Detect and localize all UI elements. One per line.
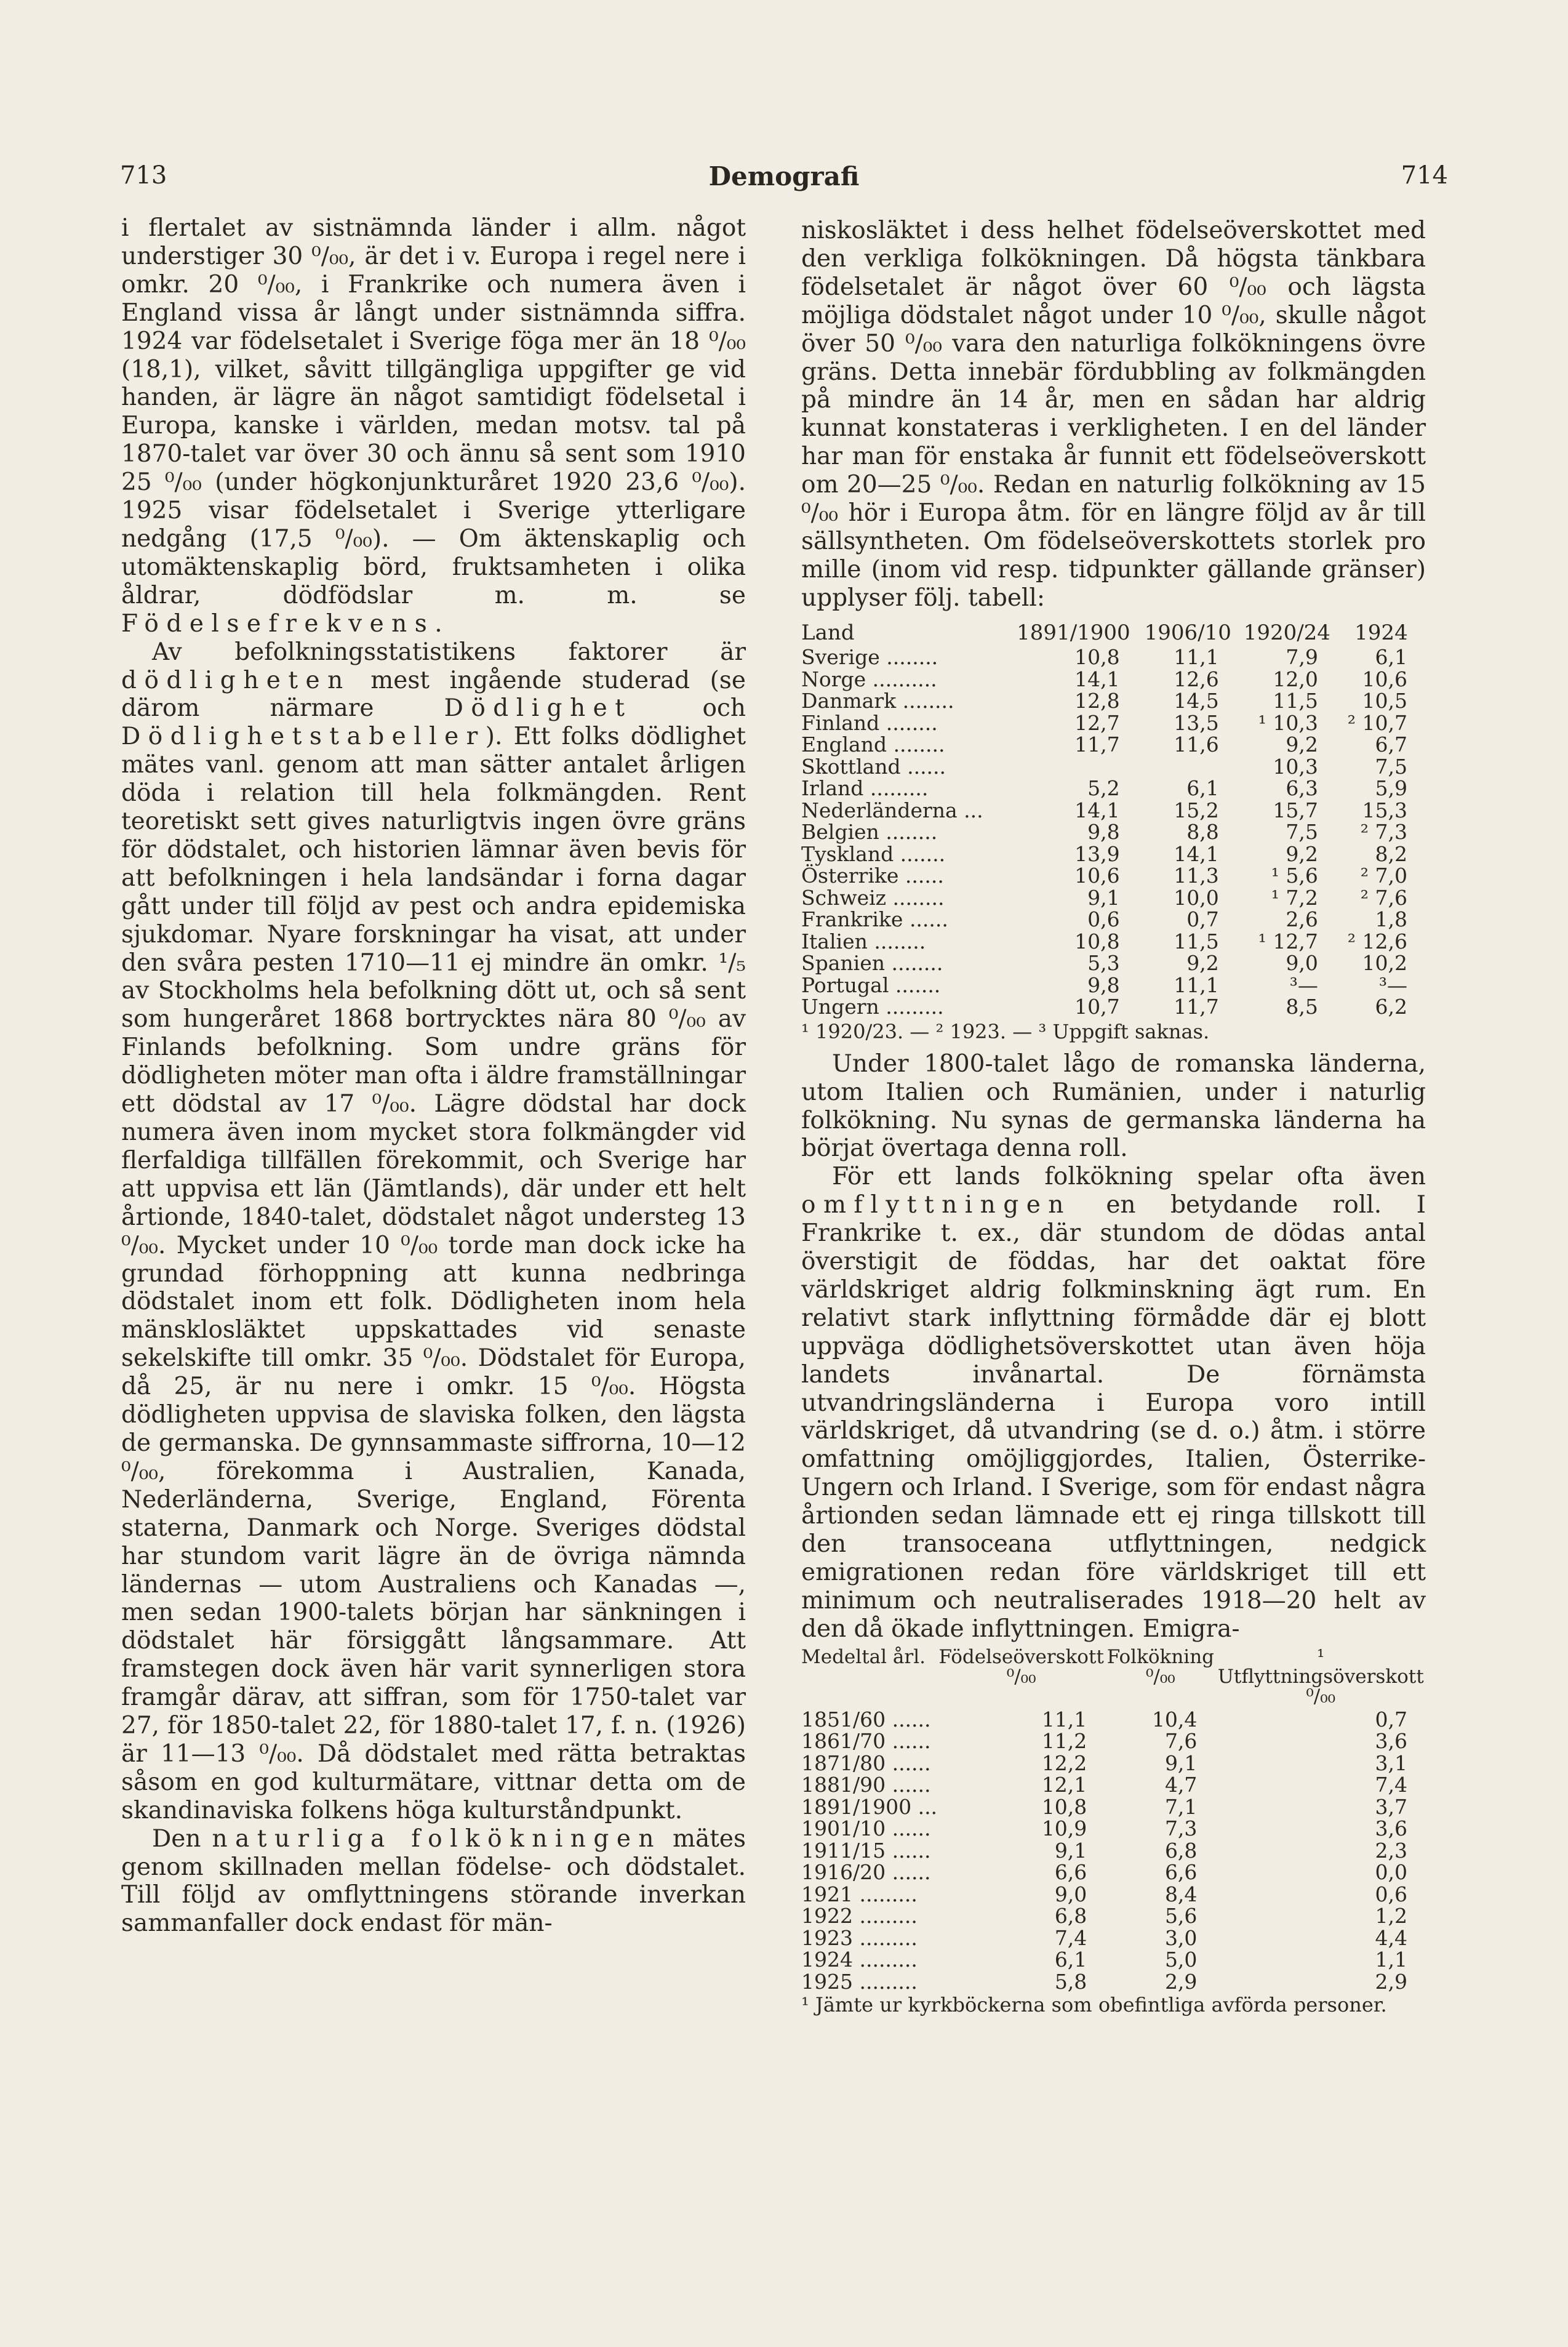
column-header: ¹ Utflyttningsöverskott ⁰/₀₀ [1217, 1645, 1424, 1707]
table-cell: 5,6 [1164, 1904, 1198, 1928]
table-cell: 3,6 [1375, 1729, 1407, 1754]
paragraph [121, 1825, 746, 1938]
table-cell: 4,7 [1164, 1773, 1198, 1797]
table-cell: 3,7 [1375, 1794, 1407, 1819]
table-cell: 8,4 [1164, 1882, 1198, 1906]
table-cell: ³— [1378, 973, 1407, 997]
table-row [801, 1709, 1426, 1731]
table-row [801, 1927, 1426, 1949]
row-label: Norge .......... [801, 667, 937, 691]
table-cell: 14,1 [1074, 798, 1120, 822]
table-cell: 3,0 [1164, 1925, 1198, 1950]
page-title: Demografi [708, 161, 860, 191]
column-header: 1906/10 [1144, 620, 1231, 645]
table-cell: 13,9 [1074, 841, 1120, 866]
paragraph [801, 1163, 1426, 1643]
table-cell: 0,0 [1375, 1860, 1407, 1885]
table-cell: 11,1 [1174, 973, 1219, 997]
table-cell: 9,1 [1164, 1751, 1198, 1775]
row-label: Irland ......... [801, 776, 929, 801]
table-row [801, 1774, 1426, 1796]
table-cell: 2,9 [1164, 1969, 1198, 1994]
table-cell: 9,2 [1286, 732, 1318, 757]
table-cell: 12,0 [1273, 667, 1318, 691]
paragraph-text: Den [152, 1824, 201, 1853]
paragraph-text: i flertalet av sistnämnda länder i allm. något understiger 30 ⁰/₀₀, är det i v. Europa i regel nere i omkr. 20 ⁰/₀₀, i Frankrike och numera även i England vissa år långt under sistnämnda siffra. 1924 var födelsetalet i Sverige föga mer än 18 ⁰/₀₀ (18,1), vilket, såvitt tillgängliga uppgifter ge vid handen, är lägre än något samtidigt födelsetal i Europa, kanske i världen, medan motsv. tal på 1870-talet var över 30 och ännu så sent som 1910 25 ⁰/₀₀ (under högkonjunkturåret 1920 23,6 ⁰/₀₀). 1925 visar födelsetalet i Sverige ytterligare nedgång (17,5 ⁰/₀₀). — Om äktenskaplig och utomäktenskaplig börd, fruktsamheten i olika åldrar, dödfödslar m. m. se [121, 214, 746, 609]
emphasized-term: omflyttningen [801, 1191, 1071, 1219]
table-row [801, 777, 1426, 800]
paragraph [121, 214, 746, 638]
paragraph-text: och [702, 694, 746, 723]
table-cell: 5,0 [1164, 1948, 1198, 1972]
table-cell: 6,2 [1375, 995, 1407, 1019]
table-row [801, 1971, 1426, 1993]
paragraph: Under 1800-talet lågo de romanska länderna, utom Italien och Rumänien, under i naturlig folkökning. Nu synas de germanska länderna ha börjat övertaga denna roll. [801, 1049, 1426, 1163]
table-cell: 6,6 [1054, 1860, 1087, 1885]
table-row [801, 690, 1426, 712]
table-row [801, 668, 1426, 691]
table-cell: 8,2 [1375, 841, 1407, 866]
row-label: Sverige ........ [801, 645, 938, 670]
table-cell: 10,2 [1362, 951, 1407, 976]
table-cell: 9,0 [1054, 1882, 1087, 1906]
table-cell: ¹ 12,7 [1258, 929, 1318, 953]
table-cell [1138, 756, 1238, 778]
row-label: Nederländerna ... [801, 798, 983, 822]
table-cell: 10,9 [1041, 1816, 1087, 1841]
table-cell: 0,6 [1087, 907, 1120, 932]
table-cell: 7,6 [1164, 1729, 1198, 1754]
table-cell: 0,6 [1375, 1882, 1407, 1906]
table-cell: 2,6 [1286, 907, 1318, 932]
table-cell: 6,1 [1186, 776, 1219, 801]
row-label: 1916/20 ...... [801, 1860, 931, 1885]
table-cell: 5,2 [1087, 776, 1120, 801]
table-cell: 12,8 [1074, 689, 1120, 713]
row-label: Danmark ........ [801, 689, 954, 713]
table-cell: 10,8 [1074, 645, 1120, 670]
table-cell: 6,1 [1054, 1948, 1087, 1972]
paragraph-text: ). Ett folks dödlighet mätes vanl. genom att man sätter antalet årligen döda i relation till hela folkmängden. Rent teoretiskt sett gives naturligtvis ingen övre gräns för dödstalet, och historien lämnar även bevis för att befolkningen i hela landsändar i forna dagar gått under till följd av pest och andra epidemiska sjukdomar. Nyare forskningar ha visat, att under den svåra pesten 1710—11 ej mindre än omkr. ¹/₅ av Stockholms hela befolkning dött ut, och så sent som hungeråret 1868 bortrycktes nära 80 ⁰/₀₀ av Finlands befolkning. Som undre gräns för dödligheten möter man ofta i äldre framställningar ett dödstal av 17 ⁰/₀₀. Lägre dödstal har dock numera även inom mycket stora folkmängder vid flerfaldiga tillfällen förekommit, och Sverige har att uppvisa ett län (Jämtlands), där under ett helt årtionde, 1840-talet, dödstalet något understeg 13 ⁰/₀₀. Mycket under 10 ⁰/₀₀ torde man dock icke ha grundad förhoppning att kunna nedbringa dödstalet inom ett folk. Dödligheten inom hela mänsklosläktet uppskattades vid senaste sekelskifte till omkr. 35 ⁰/₀₀. Dödstalet för Europa, då 25, är nu nere i omkr. 15 ⁰/₀₀. Högsta dödligheten uppvisa de slaviska folken, den lägsta de germanska. De gynnsammaste siffrorna, 10—12 ⁰/₀₀, förekomma i Australien, Kanada, Nederländerna, Sverige, England, Förenta staterna, Danmark och Norge. Sveriges dödstal har stundom varit lägre än de övriga nämnda ländernas — utom Australiens och Kanadas —, men sedan 1900-talets början har sänkningen i dödstalet här försiggått långsammare. Att framstegen dock även här varit synnerligen stora framgår därav, att siffran, som för 1750-talet var 27, för 1850-talet 22, för 1880-talet 17, f. n. (1926) är 11—13 ⁰/₀₀. Då dödstalet med rätta betraktas såsom en god kulturmätare, vittnar detta om de skandinaviska folkens höga kulturståndpunkt. [121, 723, 746, 1824]
table-cell: 9,1 [1087, 885, 1120, 910]
cross-reference: Födelsefrekvens. [121, 609, 450, 638]
table-row [801, 996, 1426, 1018]
table-cell: 9,0 [1286, 951, 1318, 976]
table-cell: 15,2 [1174, 798, 1219, 822]
right-page-number: 714 [1401, 161, 1448, 190]
row-label: Finland ........ [801, 710, 938, 735]
row-label: Spanien ........ [801, 951, 943, 976]
table-cell: 12,6 [1174, 667, 1219, 691]
column-header: Födelseöverskott ⁰/₀₀ [938, 1645, 1104, 1688]
table-cell: 11,1 [1041, 1707, 1087, 1731]
table-cell: 3,1 [1375, 1751, 1407, 1775]
table-cell: 6,6 [1164, 1860, 1198, 1885]
row-label: Schweiz ........ [801, 885, 945, 910]
table-row [801, 1884, 1426, 1906]
table-cell: ³— [1289, 973, 1318, 997]
table-cell: 7,5 [1375, 754, 1407, 779]
table-cell: 10,8 [1074, 929, 1120, 953]
row-label: Ungern ......... [801, 995, 944, 1019]
table-row [801, 974, 1426, 997]
table-row [801, 821, 1426, 843]
table-cell: 8,5 [1286, 995, 1318, 1019]
table-cell: 14,1 [1074, 667, 1120, 691]
table-cell: 11,1 [1174, 645, 1219, 670]
table-cell: 14,1 [1174, 841, 1219, 866]
table-cell: 12,2 [1041, 1751, 1087, 1775]
table-row [801, 952, 1426, 974]
table-cell: ² 12,6 [1347, 929, 1407, 953]
emphasized-term: naturliga folkökningen [212, 1824, 662, 1853]
table-cell: 10,6 [1074, 864, 1120, 888]
table-cell: 6,3 [1286, 776, 1318, 801]
table-cell: 5,8 [1054, 1969, 1087, 1994]
column-header: 1891/1900 [1017, 620, 1130, 645]
row-label: Österrike ...... [801, 864, 944, 888]
table-cell: 2,9 [1375, 1969, 1407, 1994]
table-row [801, 1840, 1426, 1862]
table-row [801, 1861, 1426, 1884]
column-header: 1924 [1354, 620, 1408, 645]
column-header: Land [801, 620, 855, 645]
table-cell: 6,8 [1164, 1838, 1198, 1863]
table-row [801, 865, 1426, 887]
table-cell: 6,1 [1375, 645, 1407, 670]
row-label: 1922 ......... [801, 1904, 918, 1928]
table-cell: 6,7 [1375, 732, 1407, 757]
table-cell: 9,1 [1054, 1838, 1087, 1863]
cross-reference: Dödlighetstabeller [121, 723, 486, 751]
table-cell: 12,7 [1074, 710, 1120, 735]
table-cell: 10,8 [1041, 1794, 1087, 1819]
table-cell: 8,8 [1186, 820, 1219, 845]
table-cell: 5,9 [1375, 776, 1407, 801]
table-cell: 15,7 [1273, 798, 1318, 822]
table-row [801, 1752, 1426, 1775]
table-row [801, 1818, 1426, 1840]
table-row [801, 712, 1426, 734]
table-row [801, 931, 1426, 953]
table-row [801, 887, 1426, 909]
table-cell: 7,5 [1286, 820, 1318, 845]
table-cell: 11,3 [1174, 864, 1219, 888]
table-cell: 10,4 [1151, 1707, 1198, 1731]
row-label: 1924 ......... [801, 1948, 918, 1972]
row-label: 1851/60 ...... [801, 1707, 931, 1731]
table-cell: 11,5 [1174, 929, 1219, 953]
column-header: Folkökning ⁰/₀₀ [1106, 1645, 1215, 1688]
table-cell: 9,8 [1087, 973, 1120, 997]
emphasized-term: dödligheten [121, 666, 351, 694]
table-cell: 0,7 [1375, 1707, 1407, 1731]
row-label: 1861/70 ...... [801, 1729, 931, 1754]
table-cell: 7,3 [1164, 1816, 1198, 1841]
table-cell: ² 10,7 [1347, 710, 1407, 735]
table-cell: 10,3 [1273, 754, 1318, 779]
paragraph [121, 638, 746, 1825]
row-label: Tyskland ....... [801, 841, 946, 866]
left-page-number: 713 [120, 161, 167, 190]
table-row [801, 1730, 1426, 1752]
table-row [801, 756, 1426, 778]
table-cell: 14,5 [1174, 689, 1219, 713]
left-column [121, 214, 746, 1938]
table-row [801, 843, 1426, 865]
table-cell: 10,5 [1362, 689, 1407, 713]
row-label: Skottland ...... [801, 754, 946, 779]
row-label: 1925 ......... [801, 1969, 918, 1994]
table-row [801, 1796, 1426, 1818]
row-label: 1881/90 ...... [801, 1773, 931, 1797]
cross-reference: Dödlighet [444, 694, 633, 723]
table-cell: ¹ 5,6 [1271, 864, 1318, 888]
table-cell: 1,1 [1375, 1948, 1407, 1972]
table-row [801, 1949, 1426, 1971]
table-cell: 10,7 [1074, 995, 1120, 1019]
paragraph-text: Av befolkningsstatistikens faktorer är [152, 638, 746, 666]
population-growth-table [801, 1647, 1426, 1993]
table-cell: 1,8 [1375, 907, 1407, 932]
row-label: 1923 ......... [801, 1925, 918, 1950]
table-row [801, 800, 1426, 822]
row-label: 1911/15 ...... [801, 1838, 931, 1863]
table-cell: 7,9 [1286, 645, 1318, 670]
right-column [801, 217, 1426, 2016]
row-label: England ........ [801, 732, 945, 757]
table-cell: 4,4 [1375, 1925, 1407, 1950]
column-header: 1920/24 [1243, 620, 1330, 645]
table-cell: 11,5 [1273, 689, 1318, 713]
table-cell: 12,1 [1041, 1773, 1087, 1797]
paragraph-text: mest ingående studerad (se därom närmare [121, 666, 746, 723]
table-cell: 0,7 [1186, 907, 1219, 932]
table-cell: ² 7,0 [1360, 864, 1407, 888]
row-label: 1891/1900 ... [801, 1794, 938, 1819]
table-cell [1009, 756, 1138, 778]
row-label: 1871/80 ...... [801, 1751, 931, 1775]
table-cell: 13,5 [1174, 710, 1219, 735]
table-cell: 9,8 [1087, 820, 1120, 845]
table-cell: ¹ 7,2 [1271, 885, 1318, 910]
paragraph: niskosläktet i dess helhet födelseöverskottet med den verkliga folkökningen. Då högsta tänkbara födelsetalet är något över 60 ⁰/₀₀ och lägsta möjliga dödstalet något under 10 ⁰/₀₀, skulle något över 50 ⁰/₀₀ vara den naturliga folkökningens övre gräns. Detta innebär fördubbling av folkmängden på mindre än 14 år, men en sådan har aldrig kunnat konstateras i verkligheten. I en del länder har man för enstaka år funnit ett födelseöverskott om 20—25 ⁰/₀₀. Redan en naturlig folkökning av 15 ⁰/₀₀ hör i Europa åtm. för en längre följd av år till sällsyntheten. Om födelseöverskottets storlek pro mille (inom vid resp. tidpunkter gällande gränser) upplyser följ. tabell: [801, 217, 1426, 612]
table-cell: 7,4 [1375, 1773, 1407, 1797]
column-header: Medeltal årl. [801, 1645, 926, 1668]
row-label: Italien ........ [801, 929, 926, 953]
table-row [801, 646, 1426, 668]
table-cell: 2,3 [1375, 1838, 1407, 1863]
table-row [801, 909, 1426, 931]
table-cell: 7,1 [1164, 1794, 1198, 1819]
table-cell: 10,6 [1362, 667, 1407, 691]
table-cell: 1,2 [1375, 1904, 1407, 1928]
table-footnote: ¹ Jämte ur kyrkböckerna som obefintliga avförda personer. [801, 1993, 1387, 2017]
birth-surplus-table [801, 622, 1426, 1018]
row-label: Frankrike ...... [801, 907, 948, 932]
row-label: 1901/10 ...... [801, 1816, 931, 1841]
table-cell: 15,3 [1362, 798, 1407, 822]
table-row [801, 1905, 1426, 1927]
table-cell: ¹ 10,3 [1258, 710, 1318, 735]
table-cell: 11,7 [1074, 732, 1120, 757]
table-cell: 3,6 [1375, 1816, 1407, 1841]
table-cell: ² 7,6 [1360, 885, 1407, 910]
paragraph-text: mätes genom skillnaden mellan födelse- och dödstalet. Till följd av omflyttningens störande inverkan sammanfaller dock endast för män- [121, 1824, 746, 1938]
row-label: Belgien ........ [801, 820, 938, 845]
row-label: Portugal ....... [801, 973, 941, 997]
table-footnote: ¹ 1920/23. — ² 1923. — ³ Uppgift saknas. [801, 1019, 1210, 1043]
table-cell: 11,2 [1041, 1729, 1087, 1754]
table-cell: 7,4 [1054, 1925, 1087, 1950]
paragraph-text: en betydande roll. I Frankrike t. ex., där stundom de dödas antal överstigit de föddas, har det oaktat före världskriget aldrig folkminskning ägt rum. En relativt stark inflyttning förmådde där ej blott uppväga dödlighetsöverskottet utan även höja landets invånartal. De förnämsta utvandringsländerna i Europa voro intill världskriget, då utvandring (se d. o.) åtm. i större omfattning omöjliggjordes, Italien, Österrike-Ungern och Irland. I Sverige, som för endast några årtionden sedan lämnade ett ej ringa tillskott till den transoceana utflyttningen, nedgick emigrationen redan före världskriget till ett minimum och neutraliserades 1918—20 helt av den då ökade inflyttningen. Emigra- [801, 1191, 1426, 1643]
table-cell: 9,2 [1186, 951, 1219, 976]
paragraph-text: För ett lands folkökning spelar ofta även [832, 1163, 1426, 1191]
table-cell: 9,2 [1286, 841, 1318, 866]
table-cell: 6,8 [1054, 1904, 1087, 1928]
table-cell: 10,0 [1174, 885, 1219, 910]
table-row [801, 734, 1426, 756]
table-cell: 11,7 [1174, 995, 1219, 1019]
table-cell: 5,3 [1087, 951, 1120, 976]
row-label: 1921 ......... [801, 1882, 918, 1906]
table-cell: ² 7,3 [1360, 820, 1407, 845]
table-cell: 11,6 [1174, 732, 1219, 757]
